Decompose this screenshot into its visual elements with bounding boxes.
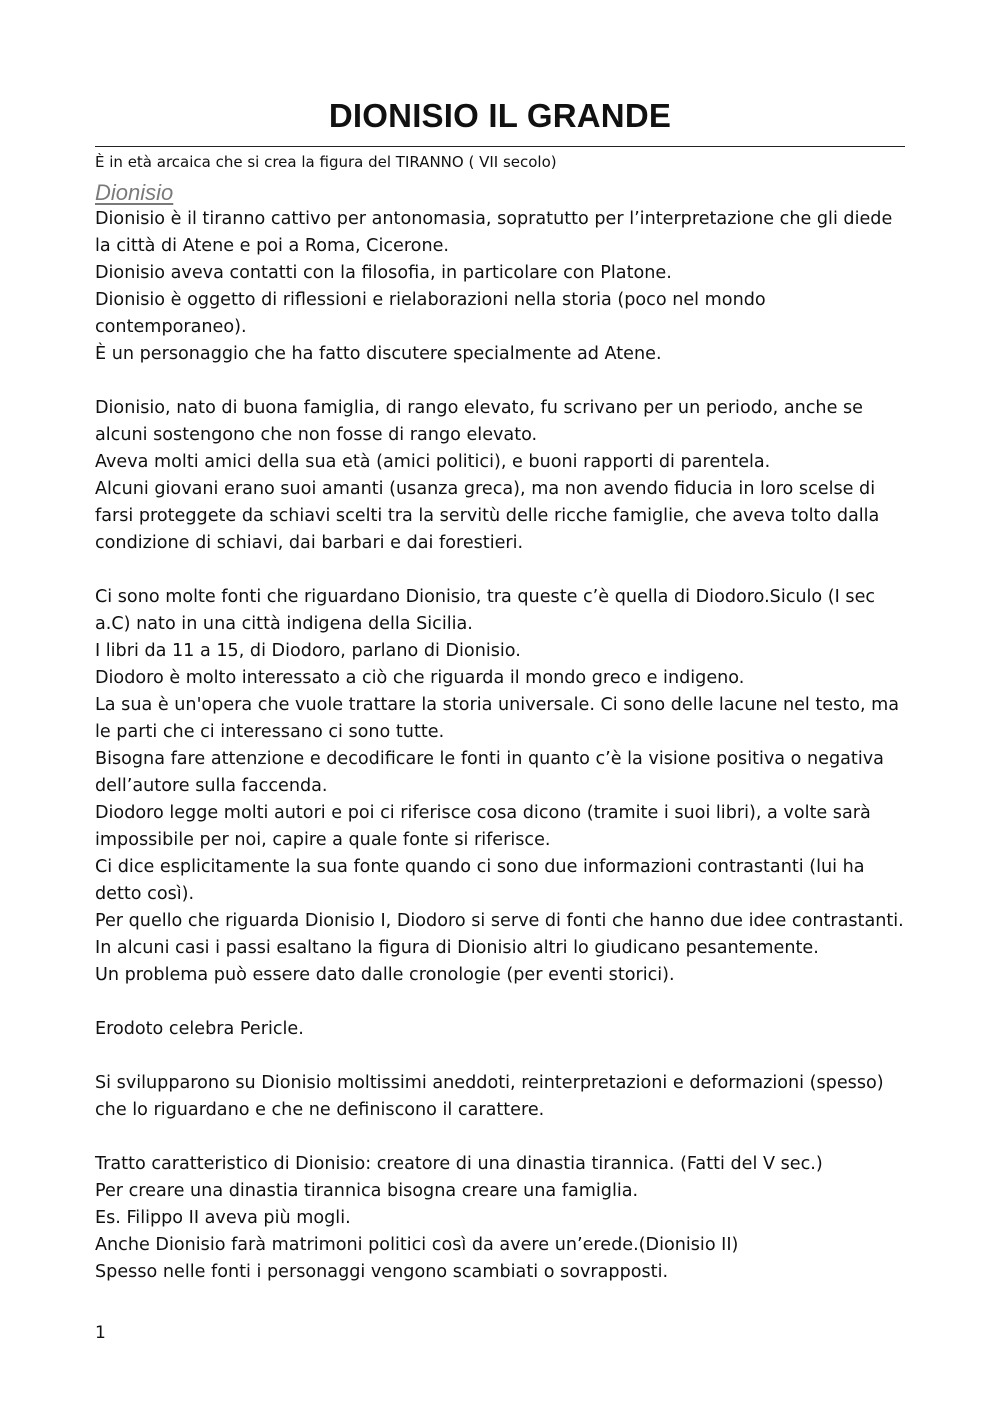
paragraph: Si svilupparono su Dionisio moltissimi aneddoti, reinterpretazioni e deformazioni (spesso) che lo riguardano e che ne definiscono il carattere. <box>95 1073 884 1120</box>
paragraph: Dionisio è il tiranno cattivo per antonomasia, sopratutto per l’interpretazione che gli diede la città di Atene e poi a Roma, Cicerone. <box>95 209 893 256</box>
paragraph: Ci dice esplicitamente la sua fonte quando ci sono due informazioni contrastanti (lui ha detto così). <box>95 857 865 904</box>
page-number: 1 <box>95 1323 106 1343</box>
paragraph: Spesso nelle fonti i personaggi vengono scambiati o sovrapposti. <box>95 1262 669 1282</box>
paragraph: Per quello che riguarda Dionisio I, Diodoro si serve di fonti che hanno due idee contrastanti. In alcuni casi i passi esaltano la figura di Dionisio altri lo giudicano pesantemente. <box>95 911 904 958</box>
paragraph: Un problema può essere dato dalle cronologie (per eventi storici). <box>95 965 675 985</box>
paragraph-gap <box>95 557 907 584</box>
paragraph-gap <box>95 368 907 395</box>
paragraph: Dionisio è oggetto di riflessioni e rielaborazioni nella storia (poco nel mondo contemporaneo). <box>95 290 766 337</box>
paragraph: Diodoro legge molti autori e poi ci riferisce cosa dicono (tramite i suoi libri), a volte sarà impossibile per noi, capire a quale fonte si riferisce. <box>95 803 871 850</box>
paragraph-gap <box>95 989 907 1016</box>
title-divider <box>95 146 905 147</box>
paragraph-gap <box>95 1043 907 1070</box>
paragraph: Erodoto celebra Pericle. <box>95 1019 304 1039</box>
paragraph: Tratto caratteristico di Dionisio: creatore di una dinastia tirannica. (Fatti del V sec.) <box>95 1154 823 1174</box>
section-heading: Dionisio <box>95 180 174 205</box>
paragraph: Ci sono molte fonti che riguardano Dionisio, tra queste c’è quella di Diodoro.Siculo (I sec a.C) nato in una città indigena della Sicilia. <box>95 587 876 634</box>
paragraph: Aveva molti amici della sua età (amici politici), e buoni rapporti di parentela. <box>95 452 771 472</box>
paragraph: Alcuni giovani erano suoi amanti (usanza greca), ma non avendo fiducia in loro scelse di farsi proteggete da schiavi scelti tra la servitù delle ricche famiglie, che aveva tolto dalla condizione di schiavi, dai barbari e dai forestieri. <box>95 479 880 553</box>
document-title: DIONISIO IL GRANDE <box>328 97 672 134</box>
paragraph: Bisogna fare attenzione e decodificare le fonti in quanto c’è la visione positiva o negativa dell’autore sulla faccenda. <box>95 749 884 796</box>
paragraph: Es. Filippo II aveva più mogli. <box>95 1208 351 1228</box>
document-subtitle: È in età arcaica che si crea la figura del TIRANNO ( VII secolo) <box>95 153 557 171</box>
paragraph: La sua è un'opera che vuole trattare la storia universale. Ci sono delle lacune nel testo, ma le parti che ci interessano ci sono tutte. <box>95 695 900 742</box>
paragraph: Per creare una dinastia tirannica bisogna creare una famiglia. <box>95 1181 639 1201</box>
paragraph: Diodoro è molto interessato a ciò che riguarda il mondo greco e indigeno. <box>95 668 745 688</box>
body-text <box>95 206 907 1286</box>
paragraph: I libri da 11 a 15, di Diodoro, parlano di Dionisio. <box>95 641 521 661</box>
paragraph: Dionisio, nato di buona famiglia, di rango elevato, fu scrivano per un periodo, anche se alcuni sostengono che non fosse di rango elevato. <box>95 398 863 445</box>
paragraph: È un personaggio che ha fatto discutere specialmente ad Atene. <box>95 344 662 364</box>
paragraph: Dionisio aveva contatti con la filosofia, in particolare con Platone. <box>95 263 672 283</box>
paragraph: Anche Dionisio farà matrimoni politici così da avere un’erede.(Dionisio II) <box>95 1235 739 1255</box>
paragraph-gap <box>95 1124 907 1151</box>
